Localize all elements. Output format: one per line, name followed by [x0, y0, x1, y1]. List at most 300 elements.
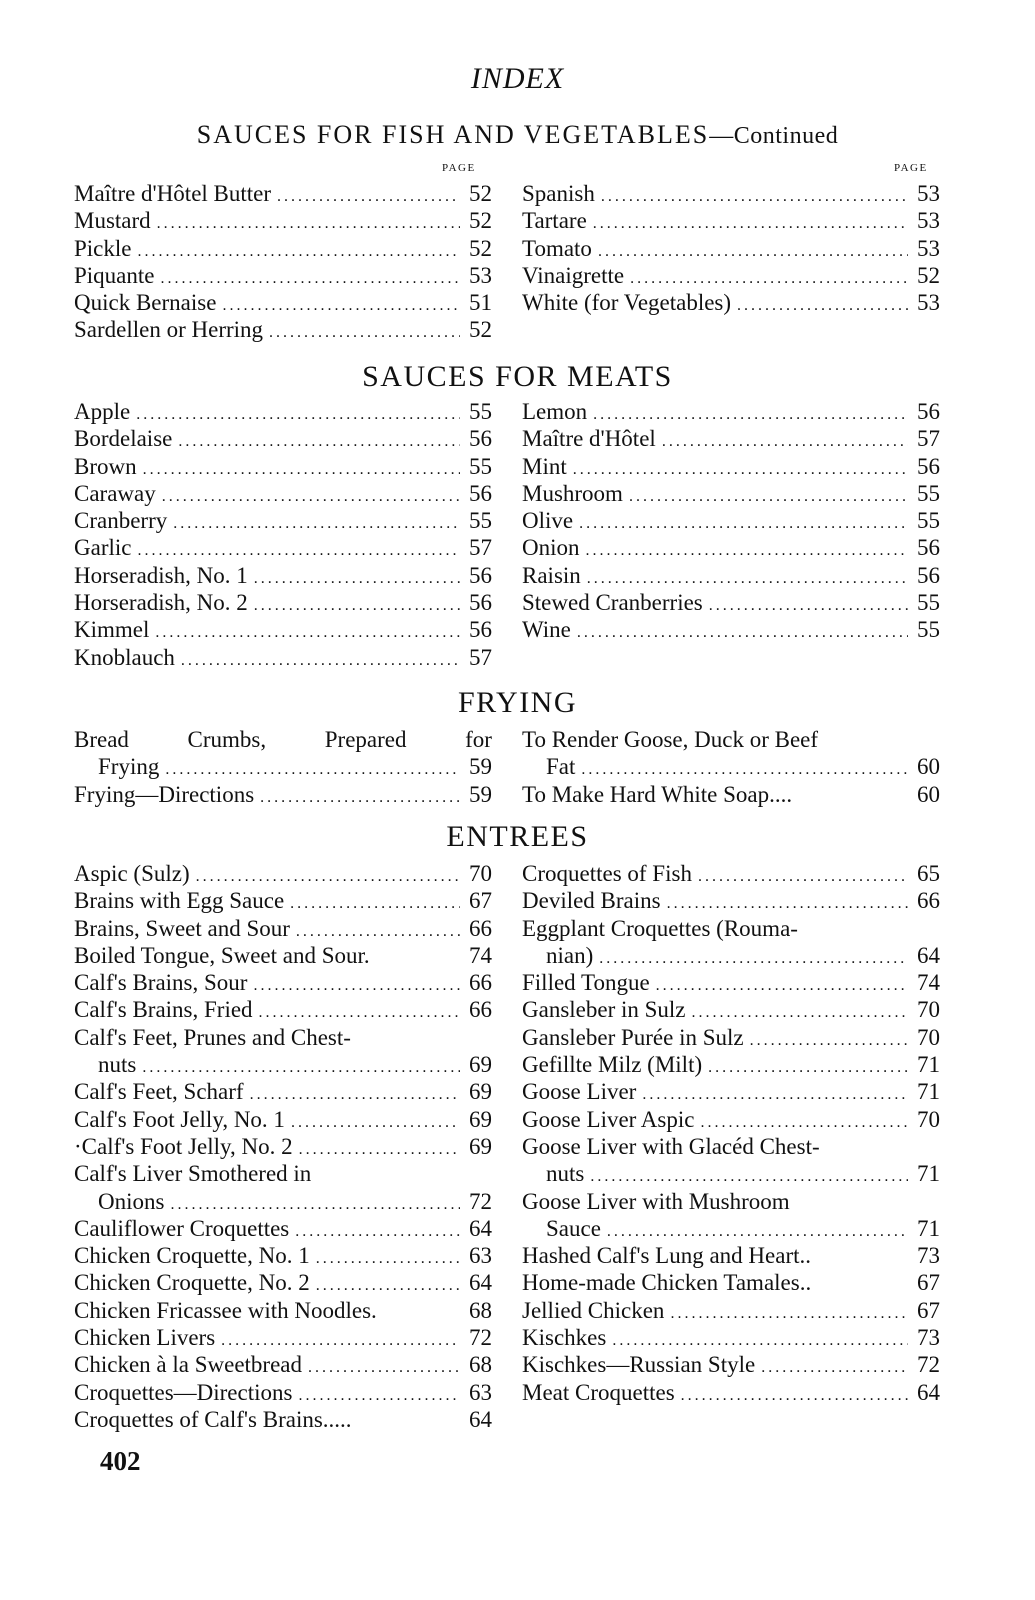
leader-dots: [681, 1382, 908, 1409]
index-entry: [74, 480, 492, 507]
entry-name: Tartare: [522, 208, 587, 234]
leader-dots: [222, 292, 460, 319]
index-entry: [74, 996, 492, 1023]
entry-name: Cauliflower Croquettes: [74, 1215, 290, 1241]
entry-name: Goose Liver with Mushroom: [522, 1188, 790, 1214]
entry-name: Brains with Egg Sauce: [74, 888, 285, 914]
index-entry: [74, 1106, 492, 1133]
index-entry: [74, 1188, 492, 1215]
index-entry: [74, 781, 492, 808]
index-entry: [74, 207, 492, 234]
entry-page: 52: [469, 235, 492, 261]
index-entry: [522, 1215, 940, 1242]
entry-page: 56: [469, 562, 492, 588]
entry-name: Piquante: [74, 262, 155, 288]
entry-name: nian): [546, 942, 594, 968]
leader-dots: [577, 619, 908, 646]
leader-dots: [316, 1245, 460, 1272]
frying-right-column: [522, 726, 940, 808]
entry-page: 56: [469, 480, 492, 506]
leader-dots: [291, 1109, 460, 1136]
index-entry: [522, 289, 940, 316]
entry-name: Goose Liver with Glacéd Chest-: [522, 1133, 820, 1159]
index-entry: [522, 453, 940, 480]
leader-dots: [162, 483, 460, 510]
leader-dots: [250, 1081, 460, 1108]
entry-name: Goose Liver Aspic: [522, 1106, 695, 1132]
page-column-label-right: PAGE: [894, 162, 928, 174]
entry-word: Crumbs,: [187, 727, 267, 752]
leader-dots: [259, 999, 460, 1026]
index-entry: [74, 726, 492, 753]
entry-page: 53: [917, 181, 940, 206]
entry-page: 68: [469, 1352, 492, 1378]
leader-dots: [165, 756, 460, 783]
entry-name: Horseradish, No. 2: [74, 590, 248, 616]
leader-dots: [581, 756, 908, 783]
entry-name: Goose Liver: [522, 1079, 637, 1105]
entry-name: Olive: [522, 508, 574, 534]
entry-name: Brown: [74, 453, 137, 479]
leader-dots: [296, 918, 460, 945]
entry-name: Deviled Brains: [522, 888, 661, 914]
entry-name: Kischkes—Russian Style: [522, 1352, 756, 1378]
entrees-right-column: [522, 860, 940, 1406]
index-entry: [522, 425, 940, 452]
leader-dots: [670, 1300, 908, 1327]
entry-name: Calf's Brains, Sour: [74, 970, 248, 996]
index-entry: [522, 969, 940, 996]
section-title-frying: FRYING: [457, 686, 578, 719]
entry-page: 69: [469, 1133, 492, 1159]
meats-left-column: [74, 398, 492, 671]
entry-page: 60: [917, 781, 940, 807]
entry-name: Frying—Directions: [74, 781, 255, 807]
index-entry: [522, 1160, 940, 1187]
entry-name: Gansleber in Sulz: [522, 997, 686, 1023]
entry-name: Calf's Feet, Prunes and Chest-: [74, 1024, 351, 1050]
entry-name: Sauce: [546, 1215, 601, 1241]
leader-dots: [161, 265, 461, 292]
index-entry: [74, 1269, 492, 1296]
leader-dots: [137, 537, 460, 564]
entry-name: Spanish: [522, 181, 595, 206]
leader-dots: [692, 999, 908, 1026]
entry-page: 53: [917, 235, 940, 261]
entry-name: Cranberry: [74, 508, 168, 534]
entry-page: 52: [469, 181, 492, 206]
leader-dots: [260, 784, 460, 811]
entry-page: 59: [469, 754, 492, 780]
entry-page: 66: [917, 888, 940, 914]
entry-name: Horseradish, No. 1: [74, 562, 248, 588]
entry-page: 55: [917, 480, 940, 506]
entry-name: Wine: [522, 617, 571, 643]
entry-name: Kischkes: [522, 1325, 607, 1351]
section-title-entrees: ENTREES: [446, 820, 589, 853]
index-entry: [74, 1160, 492, 1187]
leader-dots: [598, 238, 908, 265]
index-entry: [522, 1269, 940, 1296]
entry-name: nuts: [98, 1052, 137, 1078]
entry-name: Apple: [74, 399, 131, 424]
index-entry: [74, 425, 492, 452]
leader-dots: [630, 265, 908, 292]
frying-left-column: [74, 726, 492, 808]
entry-page: 52: [469, 317, 492, 343]
index-entry: [74, 1379, 492, 1406]
section-title-fish-vegetables: [0, 120, 1035, 150]
entry-name: Knoblauch: [74, 644, 175, 670]
entry-name: Eggplant Croquettes (Rouma-: [522, 915, 798, 941]
entry-page: 56: [917, 562, 940, 588]
entry-name: Filled Tongue: [522, 970, 650, 996]
entry-name: Croquettes of Calf's Brains.....: [74, 1406, 352, 1432]
index-entry: [74, 180, 492, 207]
leader-dots: [662, 428, 908, 455]
section-title-meats: SAUCES FOR MEATS: [362, 360, 673, 393]
entry-page: 71: [917, 1215, 940, 1241]
entry-name: Frying: [98, 754, 160, 780]
entry-word: for: [465, 727, 492, 752]
entry-name: Calf's Foot Jelly, No. 1: [74, 1106, 285, 1132]
entry-page: 53: [469, 262, 492, 288]
entry-page: 63: [469, 1379, 492, 1405]
entry-name: Calf's Liver Smothered in: [74, 1161, 312, 1187]
entry-name: Mustard: [74, 208, 151, 234]
index-entry: [522, 781, 940, 808]
index-entry: [74, 1133, 492, 1160]
entry-page: 66: [469, 970, 492, 996]
index-entry: [522, 1051, 940, 1078]
entry-name: Aspic (Sulz): [74, 861, 190, 886]
index-entry: [522, 480, 940, 507]
leader-dots: [629, 483, 908, 510]
entry-name: Onions: [98, 1188, 165, 1214]
entrees-left-column: [74, 860, 492, 1433]
entry-name: Croquettes of Fish: [522, 861, 692, 886]
entry-page: 72: [917, 1352, 940, 1378]
entry-name: Gefillte Milz (Milt): [522, 1052, 703, 1078]
entry-page: 69: [469, 1106, 492, 1132]
entry-page: 55: [917, 508, 940, 534]
entry-page: 69: [469, 1079, 492, 1105]
index-entry: [522, 1242, 940, 1269]
index-entry: [522, 1188, 940, 1215]
entry-name: Boiled Tongue, Sweet and Sour.: [74, 942, 370, 968]
entry-name: Calf's Feet, Scharf: [74, 1079, 244, 1105]
leader-dots: [587, 565, 908, 592]
entry-page: 73: [917, 1325, 940, 1351]
index-entry: [522, 860, 940, 887]
entry-page: 60: [917, 754, 940, 780]
entry-name: Chicken à la Sweetbread: [74, 1352, 302, 1378]
entry-page: 68: [469, 1297, 492, 1323]
meats-right-column: [522, 398, 940, 644]
index-entry: [74, 534, 492, 561]
index-entry: [522, 1297, 940, 1324]
index-entry: [74, 1024, 492, 1051]
index-entry: [74, 316, 492, 343]
entry-name: Kimmel: [74, 617, 150, 643]
leader-dots: [642, 1081, 908, 1108]
entry-page: 56: [917, 535, 940, 561]
entry-page: 57: [469, 644, 492, 670]
entry-page: 67: [917, 1270, 940, 1296]
section-title-continued: —Continued: [709, 123, 839, 149]
leader-dots: [308, 1354, 460, 1381]
entry-page: 74: [917, 970, 940, 996]
leader-dots: [573, 456, 908, 483]
entry-page: 70: [917, 1106, 940, 1132]
entry-name: Calf's Brains, Fried: [74, 997, 253, 1023]
leader-dots: [173, 510, 460, 537]
leader-dots: [178, 428, 460, 455]
page-number: 402: [100, 1446, 141, 1476]
entry-name: Croquettes—Directions: [74, 1379, 293, 1405]
leader-dots: [138, 238, 461, 265]
entry-name: nuts: [546, 1161, 585, 1187]
entry-word: Bread: [74, 727, 129, 752]
index-entry: [522, 207, 940, 234]
entry-page: 56: [469, 617, 492, 643]
entry-page: 56: [917, 453, 940, 479]
page-title: INDEX: [470, 62, 565, 95]
index-entry: [522, 589, 940, 616]
index-entry: [74, 398, 492, 425]
entry-page: 56: [469, 426, 492, 452]
index-entry: [74, 589, 492, 616]
leader-dots: [601, 183, 908, 210]
index-entry: [522, 616, 940, 643]
leader-dots: [698, 863, 908, 890]
entry-page: 70: [469, 861, 492, 886]
entry-name: ·Calf's Foot Jelly, No. 2: [74, 1133, 293, 1159]
entry-name: Garlic: [74, 535, 132, 561]
index-entry: [74, 860, 492, 887]
entry-page: 63: [469, 1243, 492, 1269]
index-entry: [522, 235, 940, 262]
index-entry: [522, 996, 940, 1023]
entry-page: 70: [917, 1024, 940, 1050]
leader-dots: [298, 1382, 460, 1409]
entry-page: 64: [917, 942, 940, 968]
index-entry: [522, 726, 940, 753]
entry-name: To Make Hard White Soap....: [522, 781, 793, 807]
entry-name: Quick Bernaise: [74, 290, 217, 316]
entry-page: 70: [917, 997, 940, 1023]
entry-name: Pickle: [74, 235, 132, 261]
index-entry: [522, 1024, 940, 1051]
entry-name: Onion: [522, 535, 580, 561]
leader-dots: [290, 890, 460, 917]
entry-name: Mushroom: [522, 480, 623, 506]
entry-name: Chicken Croquette, No. 1: [74, 1243, 310, 1269]
leader-dots: [142, 1054, 460, 1081]
leader-dots: [750, 1027, 908, 1054]
entry-name: Chicken Fricassee with Noodles.: [74, 1297, 377, 1323]
index-entry: [74, 289, 492, 316]
entry-page: 72: [469, 1188, 492, 1214]
entry-name: Brains, Sweet and Sour: [74, 915, 290, 941]
entry-name: Hashed Calf's Lung and Heart..: [522, 1243, 812, 1269]
leader-dots: [612, 1327, 908, 1354]
entry-name: Chicken Croquette, No. 2: [74, 1270, 310, 1296]
entry-page: 71: [917, 1161, 940, 1187]
entry-page: 67: [917, 1297, 940, 1323]
index-entry: [522, 753, 940, 780]
index-entry: [522, 1078, 940, 1105]
fish-right-column: [522, 180, 940, 316]
index-entry: [74, 616, 492, 643]
entry-page: 55: [917, 590, 940, 616]
section-title-main: SAUCES FOR FISH AND VEGETABLES: [196, 120, 710, 149]
leader-dots: [170, 1191, 460, 1218]
leader-dots: [586, 537, 909, 564]
entry-page: 55: [469, 508, 492, 534]
entry-page: 74: [469, 942, 492, 968]
leader-dots: [737, 292, 908, 319]
leader-dots: [143, 456, 460, 483]
index-entry: [74, 1242, 492, 1269]
index-entry: [522, 915, 940, 942]
entry-page: 66: [469, 915, 492, 941]
index-entry: [522, 262, 940, 289]
index-entry: [74, 969, 492, 996]
entry-page: 65: [917, 861, 940, 886]
leader-dots: [593, 401, 908, 428]
entry-name: Maître d'Hôtel Butter: [74, 181, 272, 206]
entry-name: Meat Croquettes: [522, 1379, 675, 1405]
leader-dots: [590, 1163, 908, 1190]
entry-page: 55: [469, 453, 492, 479]
index-entry: [74, 562, 492, 589]
entry-page: 66: [469, 997, 492, 1023]
leader-dots: [708, 1054, 908, 1081]
leader-dots: [579, 510, 908, 537]
entry-page: 52: [917, 262, 940, 288]
entry-name: Sardellen or Herring: [74, 317, 264, 343]
leader-dots: [254, 565, 460, 592]
entry-page: 59: [469, 781, 492, 807]
leader-dots: [656, 972, 908, 999]
index-entry: [74, 1297, 492, 1324]
leader-dots: [269, 319, 460, 346]
entry-name: Mint: [522, 453, 567, 479]
index-entry: [522, 1351, 940, 1378]
entry-name: Vinaigrette: [522, 262, 625, 288]
entry-name: To Render Goose, Duck or Beef: [522, 727, 819, 752]
leader-dots: [277, 183, 460, 210]
index-entry: [74, 262, 492, 289]
index-entry: [74, 942, 492, 969]
entry-page: 64: [917, 1379, 940, 1405]
entry-page: 67: [469, 888, 492, 914]
index-entry: [74, 887, 492, 914]
leader-dots: [253, 972, 460, 999]
index-entry: [74, 753, 492, 780]
entry-page: 57: [469, 535, 492, 561]
leader-dots: [254, 592, 460, 619]
index-entry: [522, 534, 940, 561]
entry-page: 52: [469, 208, 492, 234]
entry-name: Jellied Chicken: [522, 1297, 665, 1323]
entry-page: 73: [917, 1243, 940, 1269]
leader-dots: [700, 1109, 908, 1136]
leader-dots: [593, 210, 908, 237]
leader-dots: [157, 210, 460, 237]
page-column-label-left: PAGE: [442, 162, 476, 174]
leader-dots: [709, 592, 908, 619]
leader-dots: [196, 863, 460, 890]
index-entry: [74, 1078, 492, 1105]
entry-page: 57: [917, 426, 940, 452]
index-entry: [74, 644, 492, 671]
index-entry: [522, 562, 940, 589]
leader-dots: [181, 647, 460, 674]
index-entry: [74, 1406, 492, 1433]
entry-page: 64: [469, 1406, 492, 1432]
entry-page: 55: [917, 617, 940, 643]
index-entry: [522, 180, 940, 207]
entry-page: 56: [469, 590, 492, 616]
entry-word: Prepared: [324, 727, 407, 752]
entry-page: 53: [917, 290, 940, 316]
entry-page: 53: [917, 208, 940, 234]
index-entry: [522, 1379, 940, 1406]
entry-page: 72: [469, 1325, 492, 1351]
leader-dots: [295, 1218, 460, 1245]
index-entry: [74, 1351, 492, 1378]
leader-dots: [607, 1218, 908, 1245]
index-entry: [522, 1106, 940, 1133]
index-entry: [74, 1051, 492, 1078]
index-entry: [522, 398, 940, 425]
entry-name: [74, 726, 492, 753]
entry-page: 71: [917, 1079, 940, 1105]
fish-left-column: [74, 180, 492, 344]
index-entry: [74, 1324, 492, 1351]
index-entry: [522, 507, 940, 534]
entry-name: Maître d'Hôtel: [522, 426, 656, 452]
entry-name: Lemon: [522, 399, 588, 424]
entry-name: Home-made Chicken Tamales..: [522, 1270, 812, 1296]
leader-dots: [136, 401, 460, 428]
entry-name: Tomato: [522, 235, 592, 261]
leader-dots: [599, 945, 908, 972]
leader-dots: [155, 619, 460, 646]
entry-name: Gansleber Purée in Sulz: [522, 1024, 744, 1050]
entry-name: Raisin: [522, 562, 581, 588]
index-entry: [74, 507, 492, 534]
entry-name: Caraway: [74, 480, 156, 506]
leader-dots: [221, 1327, 460, 1354]
entry-page: 51: [469, 290, 492, 316]
index-entry: [522, 1324, 940, 1351]
entry-name: Bordelaise: [74, 426, 173, 452]
index-entry: [522, 887, 940, 914]
entry-page: 64: [469, 1270, 492, 1296]
index-entry: [522, 1133, 940, 1160]
entry-page: 64: [469, 1215, 492, 1241]
leader-dots: [761, 1354, 908, 1381]
entry-name: White (for Vegetables): [522, 290, 732, 316]
leader-dots: [299, 1136, 460, 1163]
leader-dots: [316, 1272, 460, 1299]
entry-name: Chicken Livers: [74, 1325, 216, 1351]
entry-page: 56: [917, 399, 940, 424]
leader-dots: [667, 890, 908, 917]
